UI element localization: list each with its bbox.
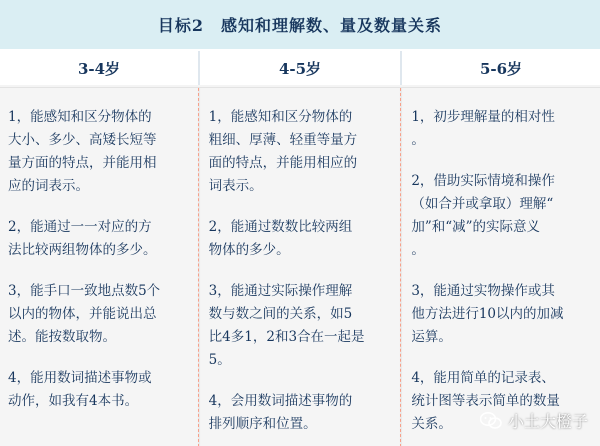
column-age-3-4	[0, 88, 197, 446]
goal-item: 2，能通过一一对应的方 法比较两组物体的多少。	[8, 219, 157, 258]
goal-item: 1，初步理解量的相对性 。	[411, 109, 555, 148]
column-age-4-5	[201, 88, 400, 446]
header-age-4-5: 4-5岁	[200, 51, 400, 85]
goal-item: 2，借助实际情境和操作 （如合并或拿取）理解“ 加”和“减”的实际意义 。	[411, 173, 555, 258]
goal-item: 4，会用数词描述事物的 排列顺序和位置。	[208, 393, 353, 432]
goal-item: 1，能感知和区分物体的 大小、多少、高矮长短等 量方面的特点，并能用相 应的词表示。	[8, 109, 157, 194]
goal-item: 3，能通过实物操作或其 他方法进行10以内的加减 运算。	[411, 283, 564, 345]
goal-item: 2，能通过数数比较两组 物体的多少。	[208, 219, 353, 258]
column-age-5-6	[403, 88, 600, 446]
goal-item: 3，能手口一致地点数5个 以内的物体，并能说出总 述。能按数取物。	[8, 283, 161, 345]
content-row	[0, 87, 600, 446]
column-divider	[198, 88, 200, 446]
watermark-text: 小土大橙子	[507, 412, 588, 431]
watermark	[480, 409, 588, 432]
goal-item: 4，能用简单的记录表、 统计图等表示简单的数量 关系。	[411, 370, 560, 432]
table-title: 目标2 感知和理解数、量及数量关系	[0, 0, 600, 51]
goal-item: 4，能用数词描述事物或 动作，如我有4本书。	[8, 370, 152, 409]
column-divider	[400, 88, 402, 446]
goal-item: 1，能感知和区分物体的 粗细、厚薄、轻重等量方 面的特点，并能用相应的 词表示。	[208, 109, 358, 194]
header-age-3-4: 3-4岁	[0, 51, 198, 85]
header-row	[0, 51, 600, 85]
header-age-5-6: 5-6岁	[402, 51, 600, 85]
goal-item: 3，能通过实际操作理解 数与数之间的关系，如5 比4多1，2和3合在一起是 5。	[208, 283, 365, 368]
wechat-icon	[480, 412, 502, 430]
